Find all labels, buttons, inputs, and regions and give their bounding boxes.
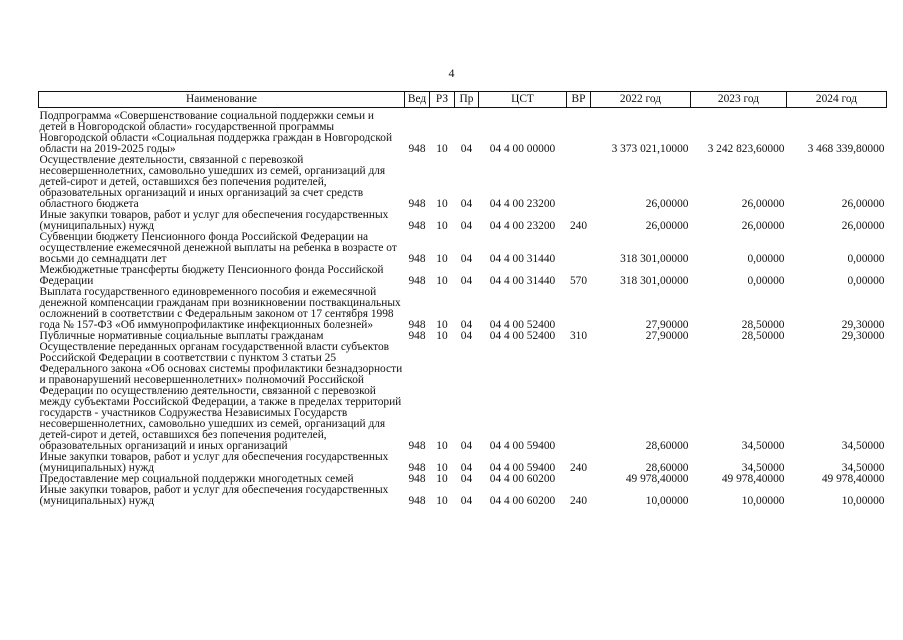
table-row xyxy=(39,485,887,507)
row-pr: 04 xyxy=(460,143,473,155)
row-2023: 28,50000 xyxy=(741,319,785,331)
row-ved: 948 xyxy=(408,143,426,155)
row-vr xyxy=(567,108,591,156)
row-rz: 10 xyxy=(436,143,448,155)
row-rz: 10 xyxy=(436,275,448,287)
row-2022: 28,60000 xyxy=(645,462,689,474)
header-2024: 2024 год xyxy=(787,92,887,108)
row-cst: 04 4 00 31440 xyxy=(489,275,556,287)
page-number: 4 xyxy=(448,66,455,80)
row-ved: 948 xyxy=(408,198,426,210)
row-vr xyxy=(567,474,591,485)
budget-table xyxy=(38,91,887,507)
row-cst: 04 4 00 31440 xyxy=(489,253,556,265)
row-name: Иные закупки товаров, работ и услуг для обеспечения государственных (муниципальных) нужд xyxy=(39,484,389,507)
row-cst: 04 4 00 60200 xyxy=(489,495,556,507)
row-name: Иные закупки товаров, работ и услуг для обеспечения государственных (муниципальных) нужд xyxy=(39,451,389,474)
row-2023: 26,00000 xyxy=(741,198,785,210)
row-2023: 0,00000 xyxy=(747,253,785,265)
row-name: Публичные нормативные социальные выплаты гражданам xyxy=(39,330,324,342)
row-rz: 10 xyxy=(436,330,448,342)
row-rz: 10 xyxy=(436,253,448,265)
table-row xyxy=(39,108,887,156)
row-cst: 04 4 00 52400 xyxy=(489,319,556,331)
header-pr: Пр xyxy=(455,92,479,108)
table-row xyxy=(39,210,887,232)
row-pr: 04 xyxy=(460,473,473,485)
row-rz: 10 xyxy=(436,473,448,485)
header-cst: ЦСТ xyxy=(479,92,567,108)
row-cst: 04 4 00 60200 xyxy=(489,473,556,485)
row-ved: 948 xyxy=(408,275,426,287)
row-2024: 3 468 339,80000 xyxy=(807,143,885,155)
row-2023: 0,00000 xyxy=(747,275,785,287)
row-2024: 26,00000 xyxy=(841,198,885,210)
row-name: Осуществление деятельности, связанной с перевозкой несовершеннолетних, самовольно ушедших из семей, организаций для детей-сирот и детей, оставшихся без попечения родителей, образовательных организаций и иных организаций за счет средств областного бюджета xyxy=(39,154,386,210)
row-vr xyxy=(567,155,591,210)
row-rz: 10 xyxy=(436,198,448,210)
row-2023: 49 978,40000 xyxy=(721,473,785,485)
row-2022: 28,60000 xyxy=(645,440,689,452)
row-2022: 10,00000 xyxy=(645,495,689,507)
row-pr: 04 xyxy=(460,253,473,265)
row-vr xyxy=(567,287,591,331)
row-2024: 29,30000 xyxy=(841,330,885,342)
row-vr: 310 xyxy=(569,330,588,342)
row-2022: 27,90000 xyxy=(645,319,689,331)
row-cst: 04 4 00 59400 xyxy=(489,462,556,474)
table-row xyxy=(39,232,887,265)
row-2023: 10,00000 xyxy=(741,495,785,507)
row-rz: 10 xyxy=(436,462,448,474)
row-name: Выплата государственного единовременного пособия и ежемесячной денежной компенсации гражданам при возникновении поствакцинальных осложнений в соответствии с Федеральным законом от 17 сентября 1998 года № 157-ФЗ «Об иммунопрофилактике инфекционных болезней» xyxy=(39,286,401,331)
table-header xyxy=(39,92,887,108)
row-2024: 0,00000 xyxy=(847,253,885,265)
row-2022: 3 373 021,10000 xyxy=(611,143,689,155)
row-pr: 04 xyxy=(460,462,473,474)
row-vr xyxy=(567,342,591,452)
row-2022: 27,90000 xyxy=(645,330,689,342)
row-ved: 948 xyxy=(408,220,426,232)
row-name: Осуществление переданных органам государственной власти субъектов Российской Федерации в соответствии с пунктом 3 статьи 25 Федерального закона «Об основах системы профилактики безнадзорности и правонарушений несовершеннолетних» полномочий Российской Федерации по осуществлению деятельности, связанной с перевозкой между субъектами Российской Федерации, а также в пределах территорий государств - участников Содружества Независимых Государств несовершеннолетних, самовольно ушедших из семей, организаций для детей-сирот и детей, оставшихся без попечения родителей, образовательных организаций и иных организаций xyxy=(39,341,403,452)
row-pr: 04 xyxy=(460,220,473,232)
row-rz: 10 xyxy=(436,440,448,452)
row-ved: 948 xyxy=(408,330,426,342)
row-2024: 34,50000 xyxy=(841,462,885,474)
row-rz: 10 xyxy=(436,495,448,507)
row-2024: 34,50000 xyxy=(841,440,885,452)
row-name: Предоставление мер социальной поддержки многодетных семей xyxy=(39,473,354,485)
row-vr xyxy=(567,232,591,265)
header-vr: ВР xyxy=(567,92,591,108)
row-pr: 04 xyxy=(460,495,473,507)
row-vr: 570 xyxy=(569,275,588,287)
row-ved: 948 xyxy=(408,319,426,331)
row-pr: 04 xyxy=(460,330,473,342)
row-pr: 04 xyxy=(460,198,473,210)
row-2022: 318 301,00000 xyxy=(620,253,689,265)
row-2023: 3 242 823,60000 xyxy=(707,143,785,155)
row-pr: 04 xyxy=(460,440,473,452)
row-2023: 34,50000 xyxy=(741,440,785,452)
row-name: Межбюджетные трансферты бюджету Пенсионного фонда Российской Федерации xyxy=(39,264,384,287)
header-ved: Вед xyxy=(405,92,430,108)
row-2022: 49 978,40000 xyxy=(625,473,689,485)
row-2024: 49 978,40000 xyxy=(821,473,885,485)
row-cst: 04 4 00 23200 xyxy=(489,220,556,232)
row-name: Иные закупки товаров, работ и услуг для обеспечения государственных (муниципальных) нужд xyxy=(39,209,389,232)
table-row xyxy=(39,265,887,287)
row-2023: 34,50000 xyxy=(741,462,785,474)
table-row xyxy=(39,155,887,210)
row-vr: 240 xyxy=(569,220,588,232)
header-2023: 2023 год xyxy=(691,92,787,108)
header-2022: 2022 год xyxy=(591,92,691,108)
row-2022: 26,00000 xyxy=(645,220,689,232)
row-2024: 10,00000 xyxy=(841,495,885,507)
row-cst: 04 4 00 59400 xyxy=(489,440,556,452)
row-rz: 10 xyxy=(436,220,448,232)
row-ved: 948 xyxy=(408,495,426,507)
row-2023: 26,00000 xyxy=(741,220,785,232)
table-row xyxy=(39,287,887,331)
row-name: Подпрограмма «Совершенствование социальной поддержки семьи и детей в Новгородской области» государственной программы Новгородской области «Социальная поддержка граждан в Новгородской области на 2019-2025 годы» xyxy=(39,110,393,155)
row-2024: 29,30000 xyxy=(841,319,885,331)
row-vr: 240 xyxy=(569,462,588,474)
row-ved: 948 xyxy=(408,473,426,485)
table-row xyxy=(39,342,887,452)
table-row xyxy=(39,452,887,474)
row-rz: 10 xyxy=(436,319,448,331)
header-rz: РЗ xyxy=(430,92,455,108)
row-cst: 04 4 00 52400 xyxy=(489,330,556,342)
row-2023: 28,50000 xyxy=(741,330,785,342)
row-2022: 26,00000 xyxy=(645,198,689,210)
row-2022: 318 301,00000 xyxy=(620,275,689,287)
row-pr: 04 xyxy=(460,319,473,331)
header-name: Наименование xyxy=(39,92,405,108)
row-ved: 948 xyxy=(408,253,426,265)
row-ved: 948 xyxy=(408,462,426,474)
row-vr: 240 xyxy=(569,495,588,507)
row-2024: 26,00000 xyxy=(841,220,885,232)
row-cst: 04 4 00 23200 xyxy=(489,198,556,210)
row-ved: 948 xyxy=(408,440,426,452)
row-name: Субвенции бюджету Пенсионного фонда Российской Федерации на осуществление ежемесячной денежной выплаты на ребенка в возрасте от восьми до семнадцати лет xyxy=(39,231,397,265)
row-cst: 04 4 00 00000 xyxy=(489,143,556,155)
row-2024: 0,00000 xyxy=(847,275,885,287)
row-pr: 04 xyxy=(460,275,473,287)
